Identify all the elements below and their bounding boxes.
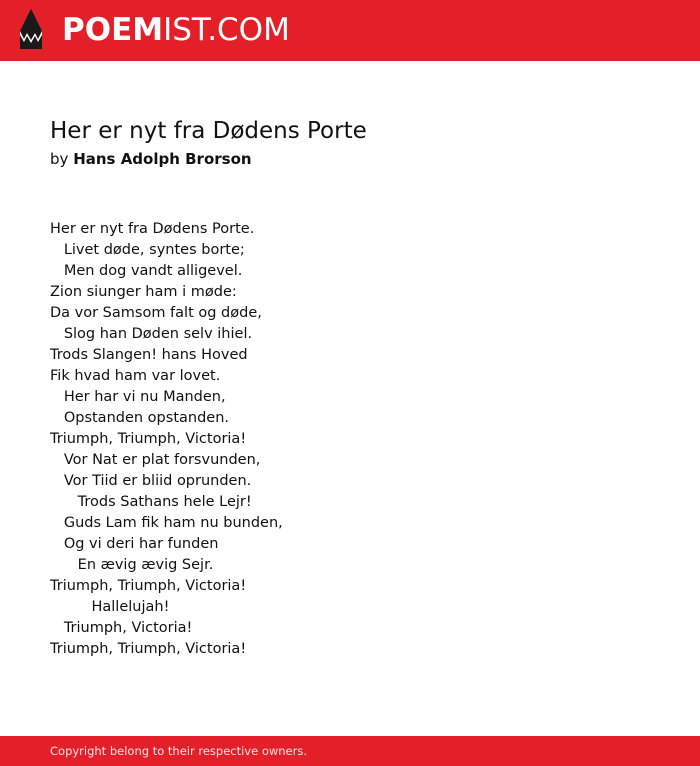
poem-line: Opstanden opstanden. xyxy=(50,410,229,426)
site-header xyxy=(0,0,700,61)
poem-line: Trods Slangen! hans Hoved xyxy=(50,347,248,363)
logo-text-bold: POEM xyxy=(62,12,164,48)
poem-line: Zion siunger ham i møde: xyxy=(50,284,237,300)
poem-line: En ævig ævig Sejr. xyxy=(50,557,214,573)
poem-line: Triumph, Triumph, Victoria! xyxy=(50,641,247,657)
copyright-notice: Copyright belong to their respective owners. xyxy=(50,744,308,758)
poem-line: Hallelujah! xyxy=(50,599,170,615)
poem-line: Guds Lam fik ham nu bunden, xyxy=(50,515,283,531)
poem-line: Livet døde, syntes borte; xyxy=(50,242,245,258)
poem-line: Triumph, Triumph, Victoria! xyxy=(50,431,247,447)
poem-line: Fik hvad ham var lovet. xyxy=(50,368,221,384)
poem-line: Men dog vandt alligevel. xyxy=(50,263,243,279)
poem-line: Her har vi nu Manden, xyxy=(50,389,226,405)
pencil-tip-icon[interactable] xyxy=(18,9,44,51)
poem-line: Slog han Døden selv ihiel. xyxy=(50,326,253,342)
byline xyxy=(50,149,252,169)
poem-line: Vor Nat er plat forsvunden, xyxy=(50,452,261,468)
site-footer xyxy=(0,736,700,766)
poem-line: Triumph, Triumph, Victoria! xyxy=(50,578,247,594)
poem-line: Vor Tiid er bliid oprunden. xyxy=(50,473,252,489)
logo-text-light: IST.COM xyxy=(163,12,290,48)
poem-line: Triumph, Victoria! xyxy=(50,620,193,636)
poem-line: Da vor Samsom falt og døde, xyxy=(50,305,262,321)
poem-line: Her er nyt fra Dødens Porte. xyxy=(50,221,255,237)
poem-title: Her er nyt fra Dødens Porte xyxy=(50,118,367,144)
poem-line: Og vi deri har funden xyxy=(50,536,219,552)
poem-body xyxy=(50,219,283,660)
poem-line: Trods Sathans hele Lejr! xyxy=(50,494,252,510)
site-logo[interactable] xyxy=(62,10,290,50)
author-name: Hans Adolph Brorson xyxy=(73,150,252,168)
by-label: by xyxy=(50,150,69,168)
